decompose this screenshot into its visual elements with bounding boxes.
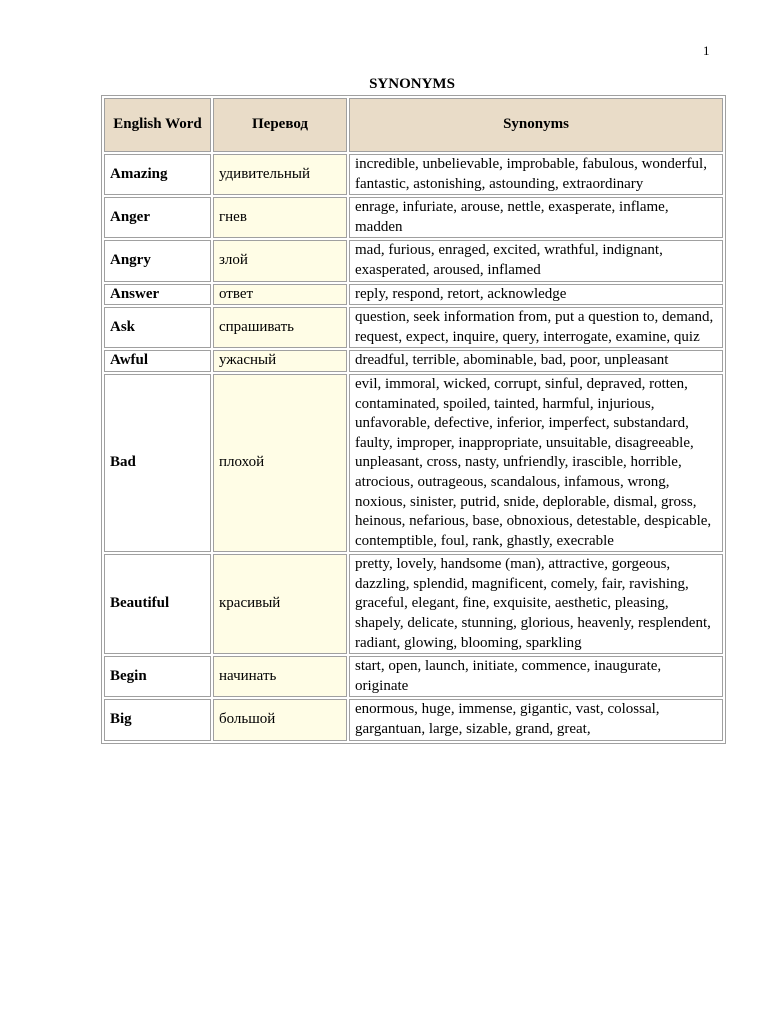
synonyms-table [101, 95, 726, 744]
english-word: Beautiful [104, 554, 211, 654]
table-row [104, 240, 723, 281]
translation: красивый [213, 554, 347, 654]
table-row [104, 197, 723, 238]
document-title: SYNONYMS [369, 76, 455, 92]
english-word: Bad [104, 374, 211, 552]
english-word: Big [104, 699, 211, 740]
translation: большой [213, 699, 347, 740]
english-word: Begin [104, 656, 211, 697]
translation: ужасный [213, 350, 347, 372]
header-translation: Перевод [213, 98, 347, 152]
table-header-row [104, 98, 723, 152]
page-number: 1 [703, 43, 710, 58]
synonyms-list: reply, respond, retort, acknowledge [349, 284, 723, 306]
table-row [104, 699, 723, 740]
synonyms-list: incredible, unbelievable, improbable, fabulous, wonderful, fantastic, astonishing, astounding, extraordinary [349, 154, 723, 195]
english-word: Awful [104, 350, 211, 372]
header-synonyms: Synonyms [349, 98, 723, 152]
synonyms-list: start, open, launch, initiate, commence, inaugurate, originate [349, 656, 723, 697]
synonyms-list: question, seek information from, put a question to, demand, request, expect, inquire, query, interrogate, examine, quiz [349, 307, 723, 348]
synonyms-list: dreadful, terrible, abominable, bad, poor, unpleasant [349, 350, 723, 372]
table-row [104, 656, 723, 697]
translation: спрашивать [213, 307, 347, 348]
table-row [104, 374, 723, 552]
translation: удивительный [213, 154, 347, 195]
synonyms-list: mad, furious, enraged, excited, wrathful, indignant, exasperated, aroused, inflamed [349, 240, 723, 281]
table-row [104, 554, 723, 654]
english-word: Answer [104, 284, 211, 306]
english-word: Anger [104, 197, 211, 238]
table-row [104, 307, 723, 348]
translation: гнев [213, 197, 347, 238]
synonyms-list: enormous, huge, immense, gigantic, vast, colossal, gargantuan, large, sizable, grand, great, [349, 699, 723, 740]
translation: начинать [213, 656, 347, 697]
translation: злой [213, 240, 347, 281]
table-row [104, 350, 723, 372]
english-word: Ask [104, 307, 211, 348]
table-row [104, 154, 723, 195]
english-word: Amazing [104, 154, 211, 195]
synonyms-list: evil, immoral, wicked, corrupt, sinful, depraved, rotten, contaminated, spoiled, tainted, harmful, injurious, unfavorable, defective, inferior, imperfect, substandard, faulty, improper, inappropriate, unsuitable, disagreeable, unpleasant, cross, nasty, unfriendly, irascible, horrible, atrocious, outrageous, scandalous, infamous, wrong, noxious, sinister, putrid, snide, deplorable, dismal, gross, heinous, nefarious, base, obnoxious, detestable, despicable, contemptible, foul, rank, ghastly, execrable [349, 374, 723, 552]
table-row [104, 284, 723, 306]
translation: плохой [213, 374, 347, 552]
translation: ответ [213, 284, 347, 306]
synonyms-list: enrage, infuriate, arouse, nettle, exasperate, inflame, madden [349, 197, 723, 238]
synonyms-list: pretty, lovely, handsome (man), attractive, gorgeous, dazzling, splendid, magnificent, comely, fair, ravishing, graceful, elegant, fine, exquisite, aesthetic, pleasing, shapely, delicate, stunning, glorious, heavenly, resplendent, radiant, glowing, blooming, sparkling [349, 554, 723, 654]
header-english-word: English Word [104, 98, 211, 152]
english-word: Angry [104, 240, 211, 281]
